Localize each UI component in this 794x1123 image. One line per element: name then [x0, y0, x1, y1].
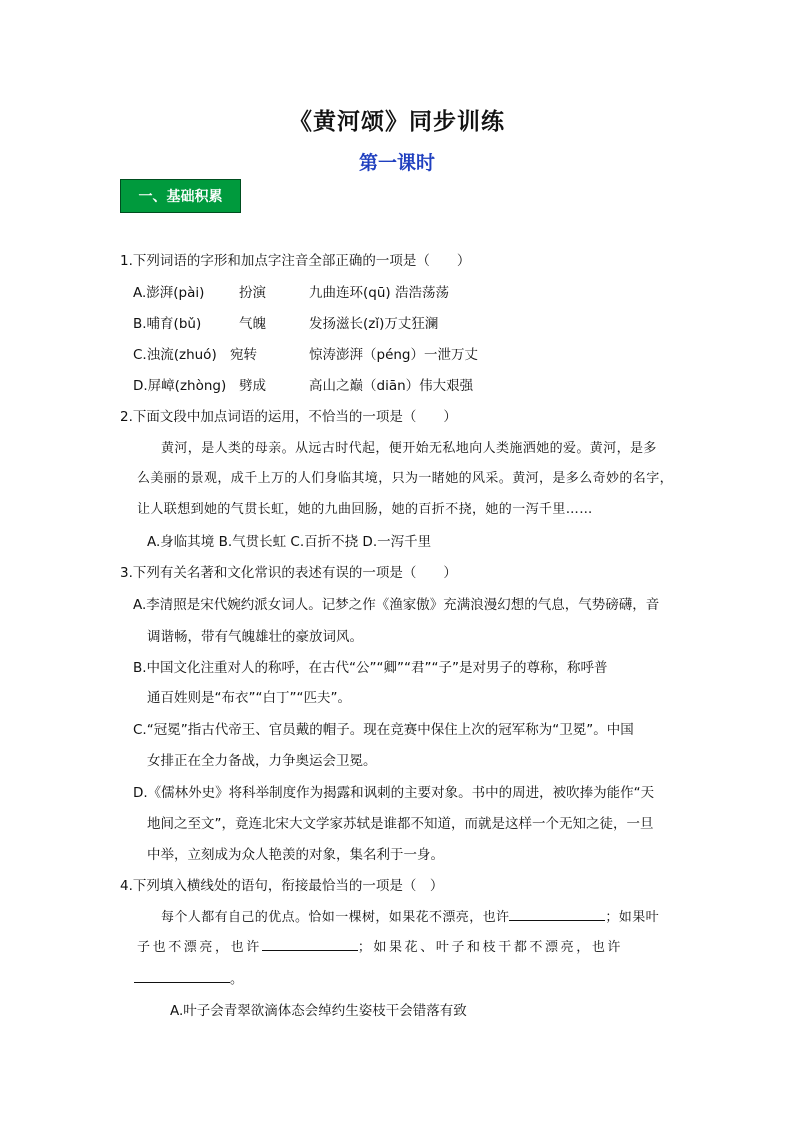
q2-passage-line-3: 让人联想到她的气贯长虹，她的九曲回肠，她的百折不挠，她的一泻千里……: [137, 502, 593, 517]
q3-option-c-line-2: 女排正在全力备战，力争奥运会卫冕。: [147, 753, 377, 769]
q3-option-a-line-1: A.李清照是宋代婉约派女词人。记梦之作《渔家傲》充满浪漫幻想的气息，气势磅礴，音: [133, 597, 660, 613]
q3-option-a-line-2: 调谐畅，带有气魄雄壮的豪放词风。: [147, 629, 363, 645]
q1-option-b-word1: B.哺育(bǔ): [133, 316, 202, 332]
q1-option-b-word3: 发扬滋长(zǐ)万丈狂澜: [309, 316, 439, 332]
q3-option-b-line-1: B.中国文化注重对人的称呼，在古代“公”“卿”“君”“子”是对男子的尊称，称呼普: [133, 660, 608, 676]
question-1-stem: 1.下列词语的字形和加点字注音全部正确的一项是（ ）: [120, 253, 471, 269]
q1-option-a-word1: A.澎湃(pài): [133, 285, 205, 301]
q4-passage-line-1: [161, 906, 659, 925]
q3-option-b-line-2: 通百姓则是“布衣”“白丁”“匹夫”。: [147, 690, 351, 706]
q1-option-d-word2: 劈成: [239, 378, 266, 394]
section-header-label: 一、基础积累: [138, 189, 223, 205]
q4-passage-line-3: [134, 968, 243, 987]
q4-option-a: A.叶子会青翠欲滴体态会绰约生姿枝干会错落有致: [170, 1003, 467, 1019]
q1-option-d-word1: D.屏嶂(zhòng): [133, 378, 227, 394]
q3-option-d-line-3: 中举，立刻成为众人艳羡的对象，集名利于一身。: [147, 847, 444, 863]
q3-option-c-line-1: C.“冠冕”指古代帝王、官员戴的帽子。现在竞赛中保住上次的冠军称为“卫冕”。中国: [133, 722, 634, 738]
question-2-stem: 2.下面文段中加点词语的运用，不恰当的一项是（ ）: [120, 409, 457, 425]
q3-option-d-line-1: D.《儒林外史》将科举制度作为揭露和讽刺的主要对象。书中的周进，被吹捧为能作“天: [133, 785, 655, 801]
q2-passage-line-1: 黄河，是人类的母亲。从远古时代起，便开始无私地向人类施洒她的爱。黄河，是多: [161, 441, 657, 456]
q1-option-b-word2: 气魄: [239, 316, 266, 332]
q4-text-3-end: 。: [230, 972, 244, 987]
q2-passage-line-2: 么美丽的景观，成千上万的人们身临其境，只为一睹她的风采。黄河，是多么奇妙的名字，: [137, 471, 674, 486]
q4-blank-2: [262, 938, 358, 951]
q1-option-a-word3: 九曲连环(qū) 浩浩荡荡: [309, 285, 449, 301]
section-header: [120, 179, 241, 213]
q1-option-c-word2: 宛转: [230, 347, 257, 363]
q4-passage-line-2: [137, 936, 623, 955]
q1-option-d-word3: 高山之巅（diān）伟大艰强: [309, 378, 474, 394]
page-title: 《黄河颂》同步训练: [289, 109, 505, 135]
q1-option-a-word2: 扮演: [239, 285, 266, 301]
q2-options: A.身临其境 B.气贯长虹 C.百折不挠 D.一泻千里: [147, 534, 432, 550]
q4-text-1a: 每个人都有自己的优点。恰如一棵树，如果花不漂亮，也许: [161, 910, 510, 925]
q4-blank-3: [134, 970, 230, 983]
q1-option-c-word3: 惊涛澎湃（péng）一泄万丈: [309, 347, 479, 363]
q4-blank-1: [509, 908, 605, 921]
q4-text-2b: ；如果花、叶子和枝干都不漂亮，也许: [357, 940, 624, 955]
q4-text-1b: ；如果叶: [605, 910, 660, 925]
question-4-stem: 4.下列填入横线处的语句，衔接最恰当的一项是（ ）: [120, 878, 444, 894]
q4-text-2a: 子也不漂亮，也许: [137, 940, 262, 955]
q3-option-d-line-2: 地间之至文”，竟连北宋大文学家苏轼是谁都不知道，而就是这样一个无知之徒，一旦: [147, 816, 654, 832]
q1-option-c-word1: C.浊流(zhuó): [133, 347, 217, 363]
question-3-stem: 3.下列有关名著和文化常识的表述有误的一项是（ ）: [120, 565, 457, 581]
page-subtitle: 第一课时: [358, 152, 435, 174]
